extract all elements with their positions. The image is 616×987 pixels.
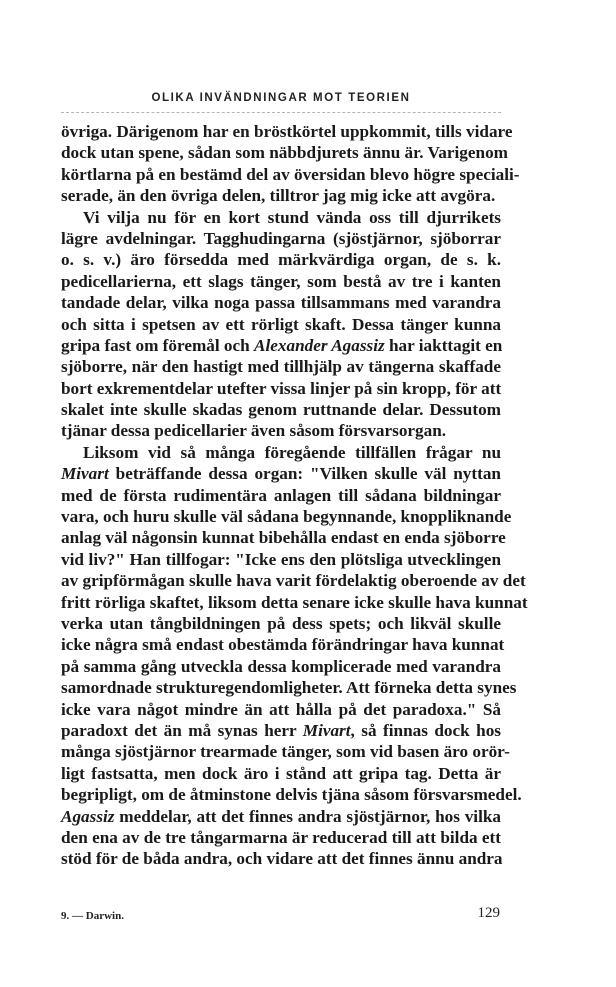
text-line: o. s. v.) äro försedda med märkvärdiga organ, de s. k. — [61, 250, 501, 270]
text-line: vid liv?" Han tillfogar: "Icke ens den plötsliga utvecklingen — [61, 549, 501, 569]
text-line: dock utan spene, sådan som näbbdjurets ännu är. Varigenom — [61, 143, 508, 163]
text-line: körtlarna på en bestämd del av översidan blevo högre speciali- — [61, 164, 520, 184]
text-line: vara, och huru skulle väl sådana begynnande, knoppliknande — [61, 507, 512, 527]
text-line: tandade delar, vilka noga passa tillsammans med varandra — [61, 293, 501, 313]
text-line: med de första rudimentära anlagen till sådana bildningar — [61, 485, 501, 505]
text-line: paradoxt det än må synas herr Mivart, så finnas dock hos — [61, 720, 501, 740]
footer-signature: 9. — Darwin. — [61, 910, 124, 922]
text-line: samordnade strukturegendomligheter. Att förneka detta synes — [61, 678, 517, 698]
text-line: sjöborre, när den hastigt med tillhjälp av tängerna skaffade — [61, 357, 501, 377]
text-line: fritt rörliga skaftet, liksom detta senare icke skulle hava kunnat — [61, 592, 528, 612]
text-line: Liksom vid så många föregående tillfällen frågar nu — [83, 442, 501, 462]
text-line: icke några små endast obestämda förändringar hava kunnat — [61, 635, 505, 655]
body-text — [61, 121, 528, 870]
text-line: övriga. Därigenom har en bröstkörtel uppkommit, tills vidare — [61, 122, 513, 141]
text-line: Vi vilja nu för en kort stund vända oss till djurrikets — [83, 207, 501, 227]
text-line: begripligt, om de åtminstone delvis tjäna såsom försvarsmedel. — [61, 785, 522, 805]
text-line: Agassiz meddelar, att det finnes andra sjöstjärnor, hos vilka — [61, 806, 501, 826]
text-line: verka utan tångbildningen på dess spets; och likväl skulle — [61, 613, 501, 633]
text-line: stöd för de båda andra, och vidare att det finnes ännu andra — [61, 849, 503, 869]
text-line: serade, än den övriga delen, tilltror jag mig icke att avgöra. — [61, 186, 496, 206]
text-line: och sitta i spetsen av ett rörligt skaft. Dessa tänger kunna — [61, 314, 501, 334]
text-line: bort exkrementdelar utefter vissa linjer på sin kropp, för att — [61, 378, 502, 398]
text-line: lägre avdelningar. Tagghudingarna (sjöstjärnor, sjöborrar — [61, 228, 501, 248]
text-line: anlag väl någonsin kunnat bibehålla endast en enda sjöborre — [61, 528, 506, 548]
text-line: många sjöstjärnor trearmade tänger, som vid basen äro orör- — [61, 742, 510, 762]
text-line: den ena av de tre tångarmarna är reducerad till att bilda ett — [61, 827, 501, 847]
page-number: 129 — [477, 905, 500, 921]
text-line: skalet inte skulle skadas genom ruttnande delar. Dessutom — [61, 400, 501, 420]
text-line: Mivart beträffande dessa organ: "Vilken skulle väl nyttan — [61, 464, 501, 484]
header-rule — [61, 112, 501, 113]
text-line: ligt fastsatta, men dock äro i stånd att gripa tag. Detta är — [61, 763, 501, 783]
text-line: på samma gång utveckla dessa komplicerade med varandra — [61, 656, 501, 676]
text-line: icke vara något mindre än att hålla på det paradoxa." Så — [61, 699, 501, 719]
text-line: av gripförmågan skulle hava varit fördelaktig oberoende av det — [61, 571, 526, 591]
text-line: gripa fast om föremål och Alexander Agassiz har iakttagit en — [61, 335, 503, 355]
running-head: OLIKA INVÄNDNINGAR MOT TEORIEN — [151, 92, 411, 104]
text-line: tjänar dessa pedicellarier även såsom försvarsorgan. — [61, 421, 447, 441]
text-line: pedicellarierna, ett slags tänger, som bestå av tre i kanten — [61, 271, 501, 291]
